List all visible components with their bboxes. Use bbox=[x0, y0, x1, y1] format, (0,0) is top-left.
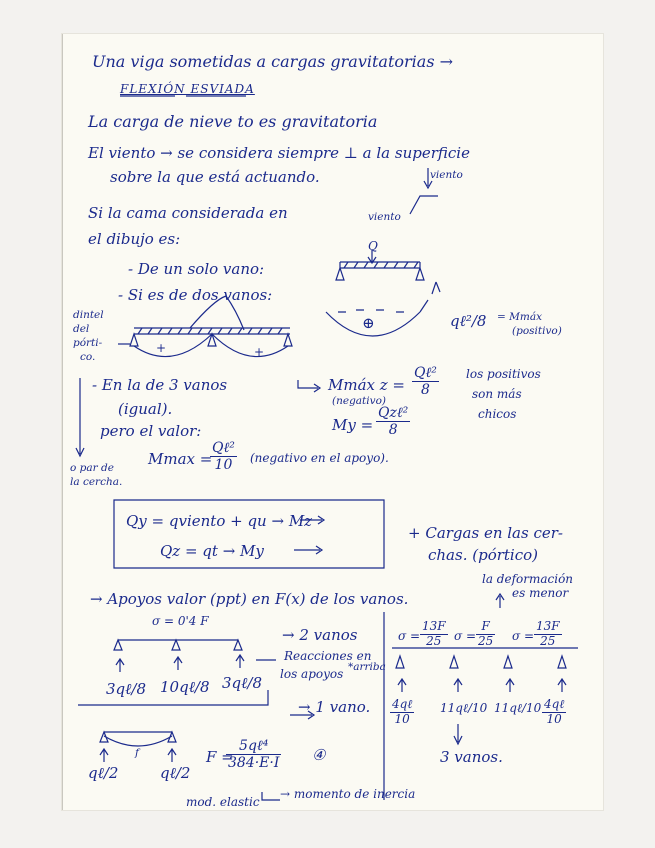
moment-dashes bbox=[338, 310, 404, 312]
note-plus-1: + bbox=[156, 341, 167, 355]
negative-moment-peak bbox=[190, 296, 244, 330]
note-line-three-spans: - En la de 3 vanos bbox=[92, 376, 228, 394]
note-line-drawing: el dibujo es: bbox=[88, 230, 181, 248]
note-portico: pórti- bbox=[73, 337, 103, 349]
reaction-3span-4: 4qℓ 10 bbox=[544, 697, 565, 726]
note-positivos: los positivos bbox=[466, 367, 541, 381]
note-load-q: Q bbox=[368, 239, 378, 253]
note-plus-circle: ⊕ bbox=[362, 314, 375, 332]
note-plus-2: + bbox=[254, 345, 265, 359]
beam-two-hatch bbox=[138, 328, 282, 334]
note-cargas: + Cargas en las cer- bbox=[408, 524, 563, 542]
box-eq-qy: Qy = qviento + qu → Mz bbox=[126, 512, 313, 530]
supports-two-spans bbox=[130, 334, 292, 346]
note-mod-elastic: mod. elastic bbox=[186, 795, 260, 809]
note-3-vanos: 3 vanos. bbox=[440, 748, 503, 766]
sigma-2: σ = bbox=[454, 629, 477, 643]
note-dintel: dintel bbox=[73, 309, 104, 321]
note-my: My = bbox=[332, 416, 374, 434]
note-line-wind: El viento → se considera siempre ⊥ a la superficie bbox=[88, 144, 470, 162]
note-del: del bbox=[73, 323, 90, 335]
wind-arrow-icon bbox=[424, 168, 432, 188]
note-line-mmax: Mmax = bbox=[148, 450, 213, 468]
note-2-vanos: → 2 vanos bbox=[282, 626, 358, 644]
note-positivo: (positivo) bbox=[512, 325, 562, 337]
reaction-3span-1: 4qℓ 10 bbox=[392, 697, 413, 726]
note-circle-4: ④ bbox=[312, 746, 326, 764]
note-line-but-value: pero el valor: bbox=[100, 422, 202, 440]
wind-roof-line bbox=[410, 196, 438, 214]
separator-lines bbox=[78, 690, 314, 719]
note-line-intro: Una viga sometidas a cargas gravitatorias → bbox=[92, 52, 454, 71]
beam-hatch bbox=[344, 262, 418, 268]
deflection-curve bbox=[104, 736, 172, 746]
note-par: o par de bbox=[70, 462, 114, 474]
note-apoyos: los apoyos bbox=[280, 667, 344, 681]
frac-13f-25-b: $\frac{13F}{25}$ bbox=[536, 619, 560, 648]
reaction-single-2: qℓ/2 bbox=[160, 764, 191, 782]
frac-deflection: 5qℓ⁴ 384·E·I bbox=[228, 738, 280, 772]
note-chicos: chicos bbox=[478, 407, 517, 421]
arrow-mz bbox=[300, 516, 324, 524]
up-arrow-icon bbox=[496, 594, 504, 608]
reaction-single-1: qℓ/2 bbox=[88, 764, 119, 782]
note-line-two-spans: - Si es de dos vanos: bbox=[118, 286, 273, 304]
reaction-2: 10qℓ/8 bbox=[160, 678, 210, 696]
note-chas: chas. (pórtico) bbox=[428, 546, 539, 564]
sigma-1: σ = bbox=[398, 629, 421, 643]
sigma-3: σ = bbox=[512, 629, 535, 643]
note-line-if: Si la cama considerada en bbox=[88, 204, 288, 222]
note-wind-label-2: viento bbox=[368, 211, 401, 223]
note-f-eq: F = bbox=[206, 748, 234, 766]
note-1-vano: → 1 vano. bbox=[298, 698, 371, 716]
note-mmax-z: Mmáx z = bbox=[328, 376, 405, 394]
moment-curve-one-span bbox=[326, 312, 420, 336]
note-son-mas: son más bbox=[472, 387, 522, 401]
note-line-snow: La carga de nieve to es gravitatoria bbox=[88, 112, 378, 131]
down-arrow-icon bbox=[454, 724, 462, 744]
arrow-to-moment bbox=[432, 282, 440, 294]
support-icons bbox=[336, 268, 424, 280]
note-co: co. bbox=[80, 351, 96, 363]
box-eq-qz: Qz = qt → My bbox=[160, 542, 264, 560]
note-line-one-span: - De un solo vano: bbox=[128, 260, 265, 278]
note-line-apoyos: → Apoyos valor (ppt) en F(x) de los vanos. bbox=[90, 590, 409, 608]
load-arrow-icon bbox=[368, 250, 376, 263]
note-momento-inercia: → momento de inercia bbox=[280, 787, 416, 801]
note-reacciones: Reacciones en bbox=[284, 649, 372, 663]
frac-f-25: $\frac{F}{25}$ bbox=[478, 619, 494, 648]
pointer-inercia bbox=[262, 792, 280, 800]
note-es-menor: es menor bbox=[512, 586, 569, 600]
note-line-equal: (igual). bbox=[118, 400, 173, 418]
frac-qzl2-8: Qzℓ² 8 bbox=[378, 405, 409, 439]
reaction-3span-2: 11qℓ/10 bbox=[440, 701, 488, 715]
equation-box bbox=[114, 500, 384, 568]
note-eq-mmax: = Mmáx bbox=[497, 311, 543, 323]
arrow-my bbox=[294, 546, 322, 554]
arrow-mmax bbox=[298, 380, 320, 392]
reaction-3: 3qℓ/8 bbox=[222, 674, 262, 692]
reaction-3span-3: 11qℓ/10 bbox=[494, 701, 542, 715]
note-cercha: la cercha. bbox=[70, 476, 123, 488]
frac-13f-25-a: $\frac{13F}{25}$ bbox=[422, 619, 446, 648]
reaction-arrows-three bbox=[398, 679, 566, 692]
moment-tick bbox=[420, 300, 428, 312]
note-ql2-8-pos: qℓ²/8 bbox=[450, 312, 487, 330]
beam-reactions-two bbox=[114, 640, 242, 650]
note-line-surface: sobre la que está actuando. bbox=[110, 168, 320, 186]
note-negativo: (negativo) bbox=[332, 395, 386, 407]
note-deformacion: la deformación bbox=[482, 572, 574, 586]
reaction-arrows-single bbox=[100, 749, 176, 762]
frac-ql2-10: Qℓ² 10 bbox=[212, 440, 235, 474]
frac-ql2-8: Qℓ² 8 bbox=[414, 365, 437, 399]
note-f-deflection: f bbox=[135, 747, 139, 759]
reaction-arrows-two bbox=[116, 655, 244, 672]
reaction-1: 3qℓ/8 bbox=[106, 680, 146, 698]
note-sigma-04f: σ = 0'4 F bbox=[152, 614, 209, 628]
note-line-negative-support: (negativo en el apoyo). bbox=[250, 451, 389, 465]
note-arriba: *arriba bbox=[348, 661, 386, 673]
vertical-arrow-icon bbox=[76, 378, 84, 456]
note-wind-label-1: viento bbox=[430, 169, 463, 181]
note-line-flexion: FLEXIÓN ESVIADA bbox=[120, 82, 255, 96]
supports-three-spans bbox=[396, 656, 566, 668]
